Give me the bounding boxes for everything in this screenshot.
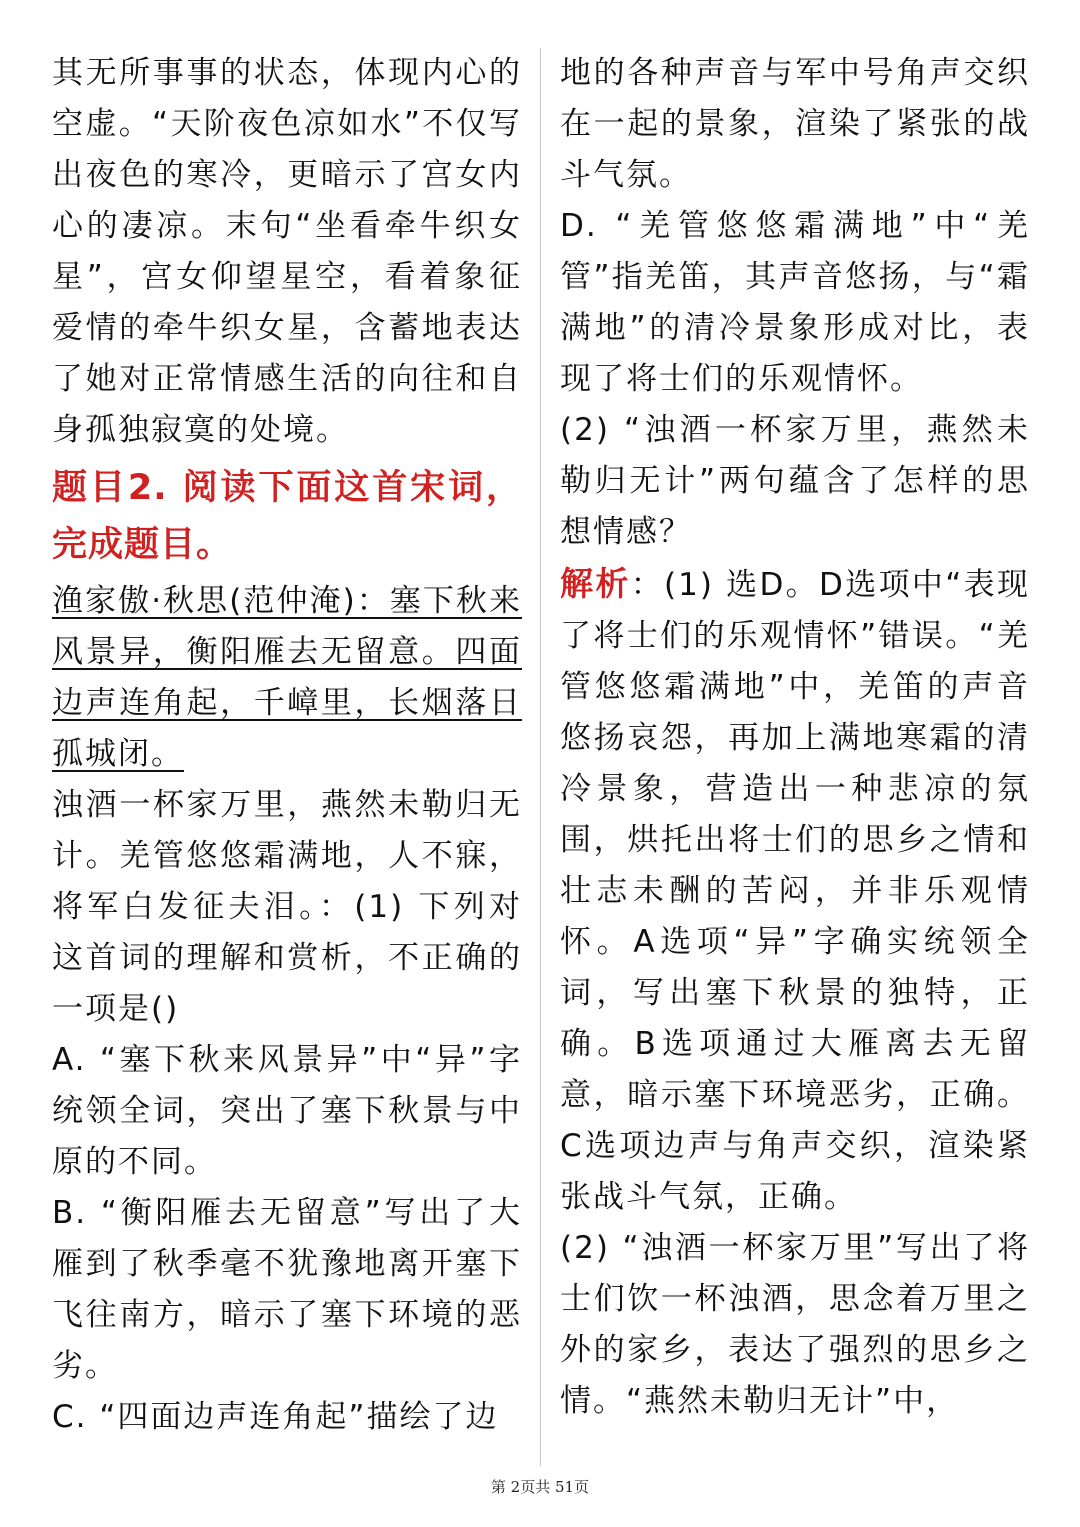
- question-2-sub-2: (2) “浊酒一杯家万里，燕然未勒归无计”两句蕴含了怎样的思想情感？: [560, 412, 1030, 550]
- analysis-text-2: (2) “浊酒一杯家万里”写出了将士们饮一杯浊酒，思念着万里之外的家乡，表达了强烈的思乡之情。“燕然未勒归无计”中，: [560, 1230, 1030, 1419]
- option-a: A. “塞下秋来风景异”中“异”字统领全词，突出了塞下秋景与中原的不同。: [52, 1042, 522, 1180]
- question-2-heading: 题目2. 阅读下面这首宋词，完成题目。: [52, 468, 522, 565]
- analysis-label: 解析: [560, 564, 631, 603]
- poem-underlined-text: 渔家傲·秋思(范仲淹)：塞下秋来风景异，衡阳雁去无留意。四面边声连角起，千嶂里，长烟落日孤城闭。: [52, 583, 522, 772]
- analysis-continuation-paragraph: 其无所事事的状态，体现内心的空虚。“天阶夜色凉如水”不仅写出夜色的寒冷，更暗示了宫女内心的凄凉。末句“坐看牵牛织女星”，宫女仰望星空，看着象征爱情的牵牛织女星，含蓄地表达了她对正常情感生活的向往和自身孤独寂寞的处境。: [52, 55, 522, 448]
- option-b: B. “衡阳雁去无留意”写出了大雁到了秋季毫不犹豫地离开塞下飞往南方，暗示了塞下环境的恶劣。: [52, 1195, 522, 1384]
- option-c-end: 地的各种声音与军中号角声交织在一起的景象，渲染了紧张的战斗气氛。: [560, 55, 1030, 193]
- right-column: [560, 48, 1030, 1427]
- analysis-text-1: ：(1) 选D。D选项中“表现了将士们的乐观情怀”错误。“羌管悠悠霜满地”中，羌笛的声音悠扬哀怨，再加上满地寒霜的清冷景象，营造出一种悲凉的氛围，烘托出将士们的思乡之情和壮志未酬的苦闷，并非乐观情怀。A选项“异”字确实统领全词，写出塞下秋景的独特，正确。B选项通过大雁离去无留意，暗示塞下环境恶劣，正确。C选项边声与角声交织，渲染紧张战斗气氛，正确。: [560, 567, 1030, 1215]
- left-column: [52, 48, 522, 1443]
- analysis-paragraph: [560, 558, 1030, 1223]
- option-d: D. “羌管悠悠霜满地”中“羌管”指羌笛，其声音悠扬，与“霜满地”的清冷景象形成对比，表现了将士们的乐观情怀。: [560, 208, 1030, 397]
- column-divider: [540, 48, 541, 1466]
- poem-continued-text: 浊酒一杯家万里，燕然未勒归无计。羌管悠悠霜满地，人不寐，将军白发征夫泪。：(1) 下列对这首词的理解和赏析，不正确的一项是(): [52, 787, 522, 1027]
- option-c-start: C. “四面边声连角起”描绘了边: [52, 1399, 499, 1435]
- page-number-footer: 第 2页共 51页: [490, 1478, 590, 1496]
